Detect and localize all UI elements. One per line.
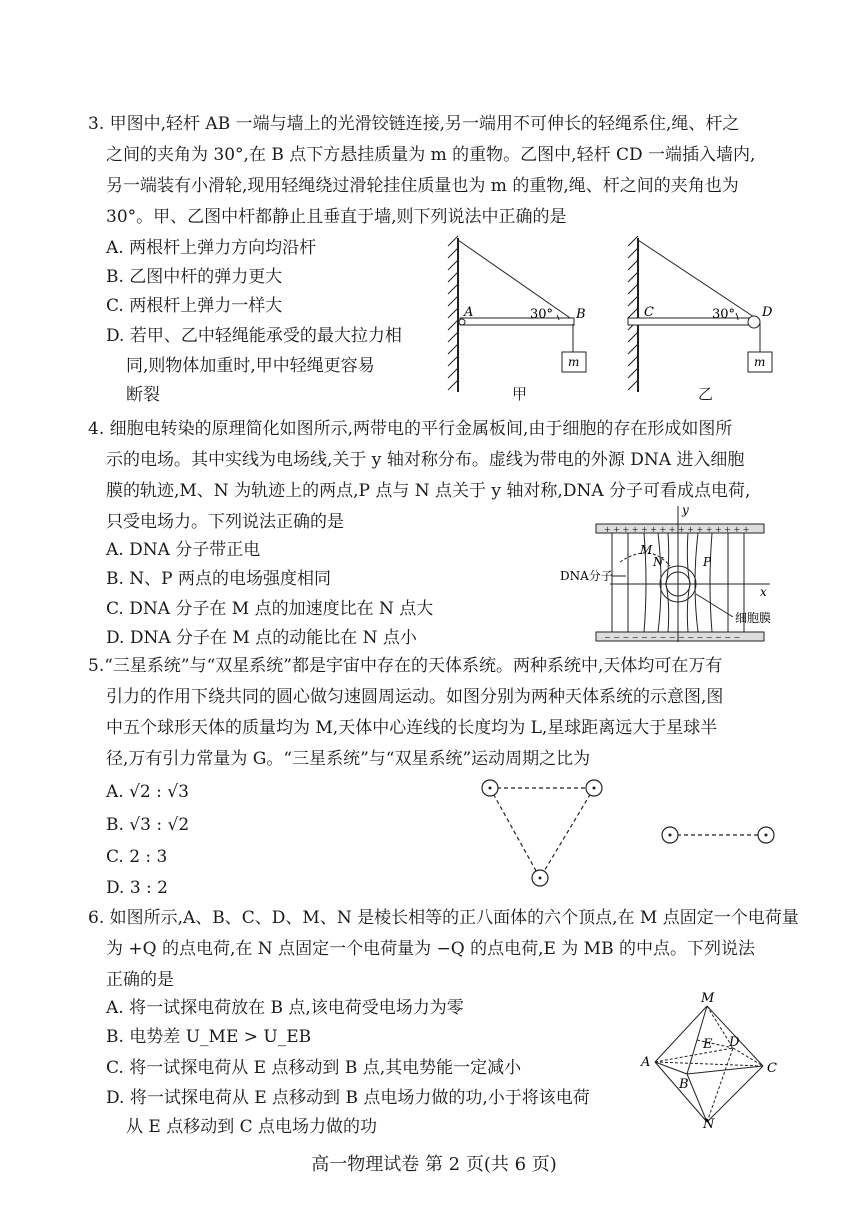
q3-option-b[interactable]: B. 乙图中杆的弹力更大 xyxy=(106,267,283,287)
q6-option-c[interactable]: C. 将一试探电荷从 E 点移动到 B 点,其电势能一定减小 xyxy=(106,1058,522,1078)
q4-label-membrane: 细胞膜 xyxy=(735,611,772,625)
q3-option-d-cont-2: 断裂 xyxy=(126,385,160,405)
q4-axis-x: x xyxy=(760,585,767,599)
q3-caption-jia: 甲 xyxy=(512,385,528,403)
page-footer: 高一物理试卷 第 2 页(共 6 页) xyxy=(311,1154,557,1175)
q3-label-d: D xyxy=(762,305,773,320)
svg-text:+ + + + + + + + + + + + + + +: + + + + + + + + + + + + + + + + xyxy=(604,525,750,534)
q4-line-4: 只受电场力。下列说法正确的是 xyxy=(106,512,344,532)
q5-line-3: 中五个球形天体的质量均为 M,天体中心连线的长度均为 L,星球距离远大于星球半 xyxy=(106,718,718,738)
q3-angle-yi: 30° xyxy=(712,307,736,322)
q3-line-1: 3. 甲图中,轻杆 AB 一端与墙上的光滑铰链连接,另一端用不可伸长的轻绳系住,绳、杆之 xyxy=(88,114,740,134)
q4-option-b[interactable]: B. N、P 两点的电场强度相同 xyxy=(106,569,332,589)
q3-label-a: A xyxy=(464,305,474,320)
q3-mass-jia: m xyxy=(568,355,580,369)
q3-mass-yi: m xyxy=(754,355,766,369)
q6-label-n: N xyxy=(703,1117,715,1130)
q4-line-1: 4. 细胞电转染的原理简化如图所示,两带电的平行金属板间,由于细胞的存在形成如图所 xyxy=(88,419,733,439)
q6-label-a: A xyxy=(641,1055,651,1070)
q3-line-2: 之间的夹角为 30°,在 B 点下方悬挂质量为 m 的重物。乙图中,轻杆 CD 一端插入墙内, xyxy=(106,145,756,165)
q4-label-dna: DNA分子 xyxy=(560,569,613,583)
q5-line-1: 5.“三星系统”与“双星系统”都是宇宙中存在的天体系统。两种系统中,天体均可在万有 xyxy=(88,656,723,676)
q5-line-4: 径,万有引力常量为 G。“三星系统”与“双星系统”运动周期之比为 xyxy=(106,749,591,769)
q3-angle-jia: 30° xyxy=(530,307,554,322)
q3-label-b: B xyxy=(576,307,586,322)
q3-figure-jia xyxy=(440,232,610,402)
q6-option-d-cont: 从 E 点移动到 C 点电场力做的功 xyxy=(126,1117,378,1137)
q6-label-m: M xyxy=(701,991,715,1006)
q6-option-d[interactable]: D. 将一试探电荷从 E 点移动到 B 点电场力做的功,小于将该电荷 xyxy=(106,1088,590,1108)
q4-line-2: 示的电场。其中实线为电场线,关于 y 轴对称分布。虚线为带电的外源 DNA 进入细胞 xyxy=(106,450,745,470)
q6-label-e: E xyxy=(703,1037,713,1052)
q4-line-3: 膜的轨迹,M、N 为轨迹上的两点,P 点与 N 点关于 y 轴对称,DNA 分子可看成点电荷, xyxy=(106,481,751,501)
q4-label-p: P xyxy=(703,555,712,569)
q3-option-d[interactable]: D. 若甲、乙中轻绳能承受的最大拉力相 xyxy=(106,326,402,346)
q4-option-c[interactable]: C. DNA 分子在 M 点的加速度比在 N 点大 xyxy=(106,599,434,619)
q6-label-b: B xyxy=(679,1077,689,1092)
q5-option-b[interactable]: B. √3 : √2 xyxy=(106,815,190,835)
q6-label-d: D xyxy=(729,1035,740,1050)
q3-option-d-cont-1: 同,则物体加重时,甲中轻绳更容易 xyxy=(126,356,375,376)
q3-option-a[interactable]: A. 两根杆上弹力方向均沿杆 xyxy=(106,238,317,258)
q5-option-c[interactable]: C. 2 : 3 xyxy=(106,847,168,867)
q6-line-2: 为 +Q 的点电荷,在 N 点固定一个电荷量为 −Q 的点电荷,E 为 MB 的中点。下列说法 xyxy=(106,939,755,959)
q6-figure xyxy=(635,990,785,1130)
q6-option-b[interactable]: B. 电势差 U_ME > U_EB xyxy=(106,1027,312,1047)
q5-option-d[interactable]: D. 3 : 2 xyxy=(106,878,168,898)
q3-line-3: 另一端装有小滑轮,现用轻绳绕过滑轮挂住质量也为 m 的重物,绳、杆之间的夹角也为 xyxy=(106,176,739,196)
q4-option-a[interactable]: A. DNA 分子带正电 xyxy=(106,540,261,560)
q3-caption-yi: 乙 xyxy=(698,385,714,403)
q4-figure xyxy=(560,502,790,647)
q5-figure xyxy=(470,776,780,891)
q3-figure-yi xyxy=(620,232,790,402)
q4-option-d[interactable]: D. DNA 分子在 M 点的动能比在 N 点小 xyxy=(106,628,417,648)
q3-label-c: C xyxy=(644,305,654,320)
q6-option-a[interactable]: A. 将一试探电荷放在 B 点,该电荷受电场力为零 xyxy=(106,998,464,1018)
q4-label-m: M xyxy=(640,543,653,557)
q5-option-a[interactable]: A. √2 : √3 xyxy=(106,782,189,802)
q6-line-1: 6. 如图所示,A、B、C、D、M、N 是棱长相等的正八面体的六个顶点,在 M 点固定一个电荷量 xyxy=(88,908,799,928)
q3-line-4: 30°。甲、乙图中杆都静止且垂直于墙,则下列说法中正确的是 xyxy=(106,207,567,227)
q4-axis-y: y xyxy=(682,503,689,517)
q3-option-c[interactable]: C. 两根杆上弹力一样大 xyxy=(106,296,283,316)
q4-label-n: N xyxy=(653,555,664,569)
q6-label-c: C xyxy=(767,1061,777,1076)
svg-text:− − − − − − − − − − − − − − −: − − − − − − − − − − − − − − − xyxy=(604,633,741,642)
q6-line-3: 正确的是 xyxy=(106,970,174,990)
q5-line-2: 引力的作用下绕共同的圆心做匀速圆周运动。如图分别为两种天体系统的示意图,图 xyxy=(106,687,724,707)
